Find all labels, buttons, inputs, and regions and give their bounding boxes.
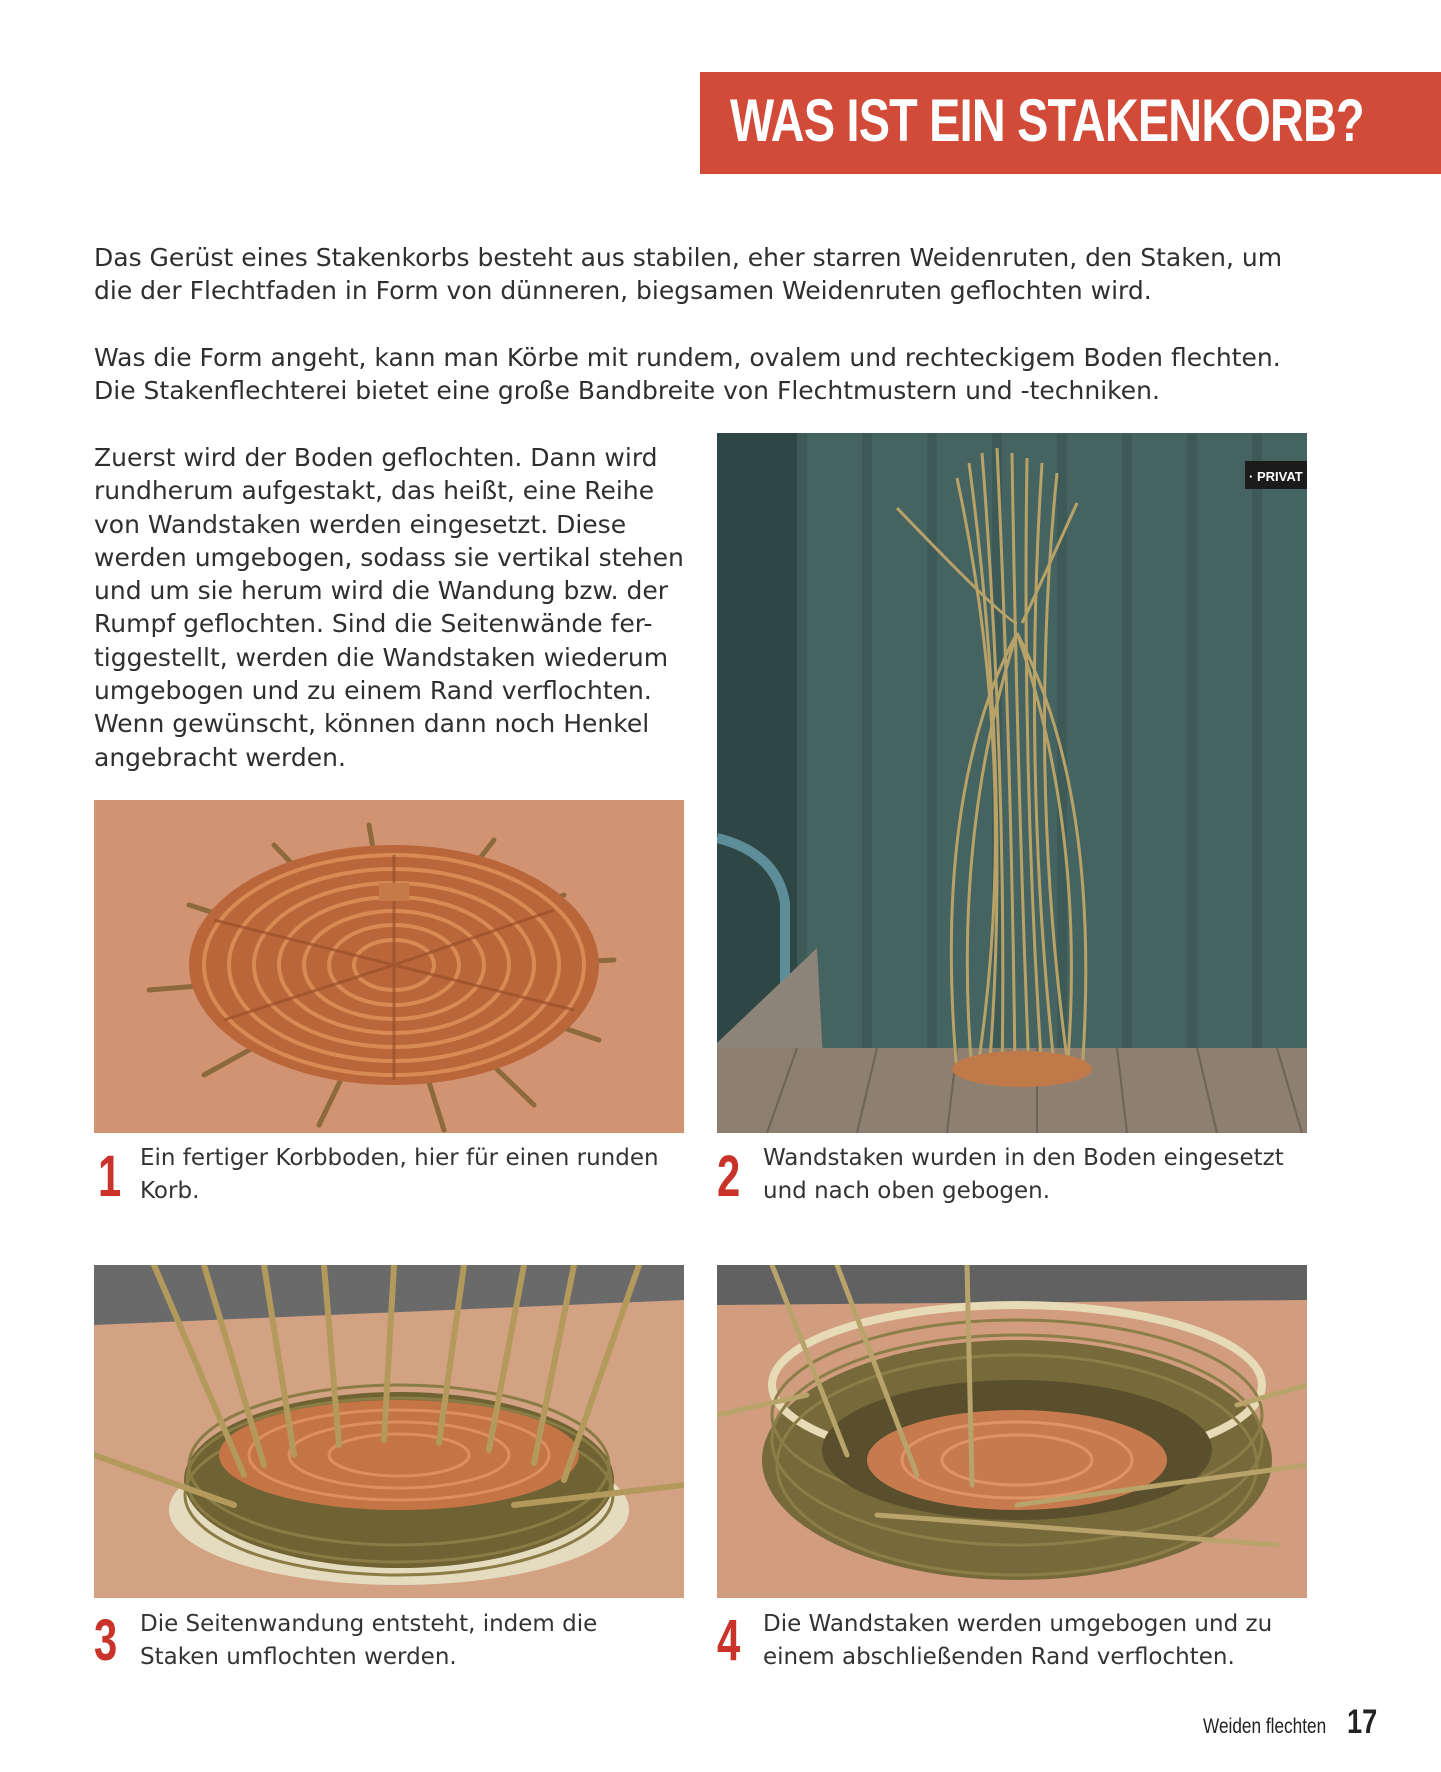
photo-basket-base bbox=[94, 800, 684, 1133]
shape-paragraph: Was die Form angeht, kann man Körbe mit rundem, ovalem und rechteckigem Boden flechten. Die Stakenflechterei bietet eine große Bandbreite von Flechtmustern und -techniken. bbox=[94, 343, 1281, 405]
process-paragraph: Zuerst wird der Boden geflochten. Dann wird rundherum aufgestakt, das heißt, eine Reihe von Wandstaken werden eingesetzt. Diese werden umgebogen, sodass sie vertikal stehen und um sie herum wird die Wandung bzw. der Rumpf geflochten. Sind die Seitenwände fer-tiggestellt, werden die Wandstaken wiederum umgebogen und zu einem Rand verflochten. Wenn gewünscht, können dann noch Henkel angebracht werden. bbox=[94, 443, 684, 772]
title-banner bbox=[700, 72, 1441, 174]
photo-upright-stakes bbox=[717, 433, 1307, 1133]
figure-caption-1: Ein fertiger Korbboden, hier für einen runden Korb. bbox=[140, 1145, 659, 1204]
figure-caption-2: Wandstaken wurden in den Boden eingesetzt und nach oben gebogen. bbox=[763, 1145, 1284, 1204]
figure-number-3: 3 bbox=[94, 1608, 118, 1673]
photo-side-weaving bbox=[94, 1265, 684, 1598]
figure-number-4: 4 bbox=[717, 1608, 741, 1673]
footer-book-title: Weiden flechten bbox=[1203, 1715, 1327, 1738]
sign-text: · PRIVAT bbox=[1249, 469, 1303, 484]
figure-number-2: 2 bbox=[717, 1144, 741, 1209]
figure-caption-4: Die Wandstaken werden umgebogen und zu einem abschließenden Rand verflochten. bbox=[763, 1611, 1273, 1670]
photo-border-weaving bbox=[717, 1265, 1307, 1598]
page-number: 17 bbox=[1347, 1703, 1378, 1741]
page-title: WAS IST EIN STAKENKORB? bbox=[730, 87, 1364, 154]
figure-number-1: 1 bbox=[98, 1144, 122, 1209]
figure-caption-3: Die Seitenwandung entsteht, indem die Staken umflochten werden. bbox=[140, 1611, 598, 1670]
intro-paragraph: Das Gerüst eines Stakenkorbs besteht aus stabilen, eher starren Weidenruten, den Staken, um die der Flechtfaden in Form von dünneren, biegsamen Weidenruten geflochten wird. bbox=[94, 243, 1283, 305]
